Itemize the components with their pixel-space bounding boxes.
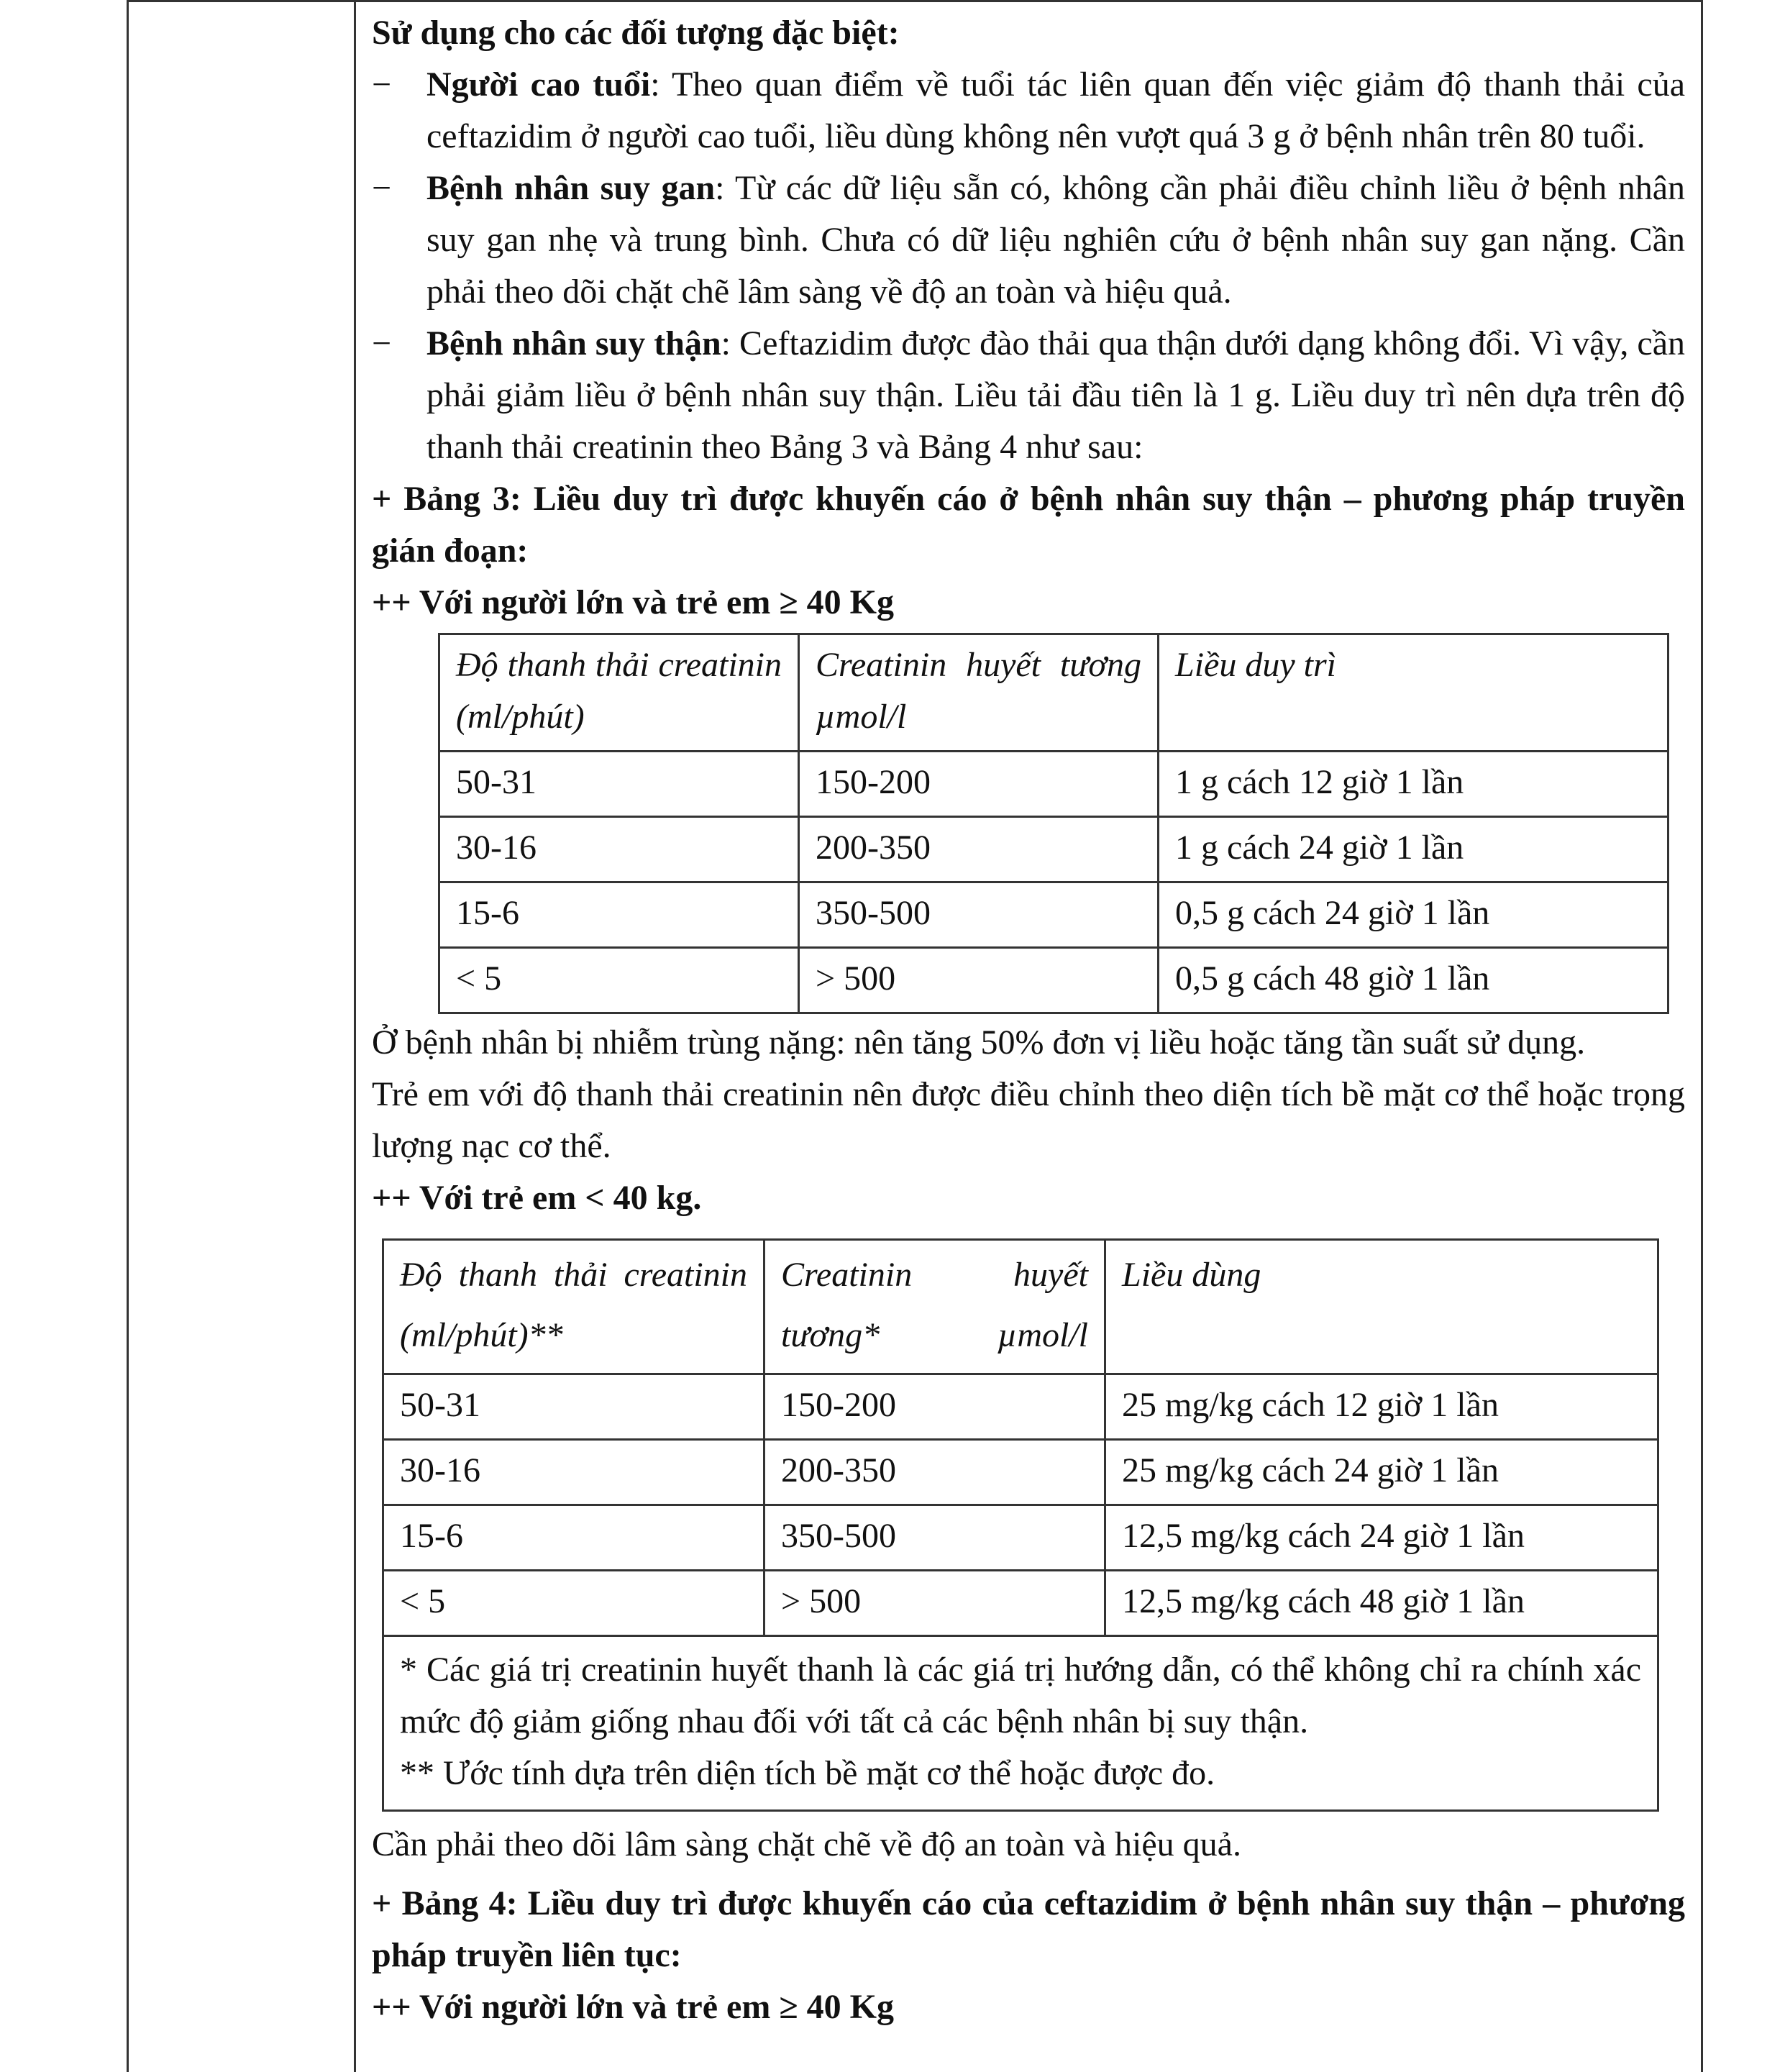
- table-row: [439, 752, 1668, 817]
- table-cell: 30-16: [383, 1440, 764, 1505]
- table-cell: 200-350: [799, 817, 1159, 882]
- paragraph-severe-infection: Ở bệnh nhân bị nhiễm trùng nặng: nên tăng 50% đơn vị liều hoặc tăng tần suất sử dụng.: [372, 1023, 1586, 1062]
- table-cell: 150-200: [764, 1374, 1105, 1440]
- header-cell: Liều duy trì: [1159, 634, 1668, 752]
- dash-marker: −: [372, 324, 392, 362]
- table-cell: 1 g cách 24 giờ 1 lần: [1159, 817, 1668, 882]
- header-cell: Độ thanh thải creatinin (ml/phút)**: [383, 1240, 764, 1374]
- table-header-row: [383, 1240, 1658, 1374]
- table-child-dosage: [382, 1238, 1659, 1812]
- bullet-text: : Theo quan điểm về tuổi tác liên quan đến việc giảm độ thanh thải của ceftazidim ở người cao tuổi, liều dùng không nên vượt quá 3 g ở bệnh nhân trên 80 tuổi.: [426, 65, 1686, 155]
- bullet-elderly: [372, 59, 1685, 163]
- paragraph-monitor: Cần phải theo dõi lâm sàng chặt chẽ về độ an toàn và hiệu quả.: [372, 1825, 1241, 1863]
- table3-title: + Bảng 3: Liều duy trì được khuyến cáo ở bệnh nhân suy thận – phương pháp truyền gián đoạn:: [372, 480, 1685, 570]
- document-content: [372, 7, 1685, 2033]
- adult-heading-2: ++ Với người lớn và trẻ em ≥ 40 Kg: [372, 1988, 894, 2026]
- table-cell: 150-200: [799, 752, 1159, 817]
- table-cell: 350-500: [799, 882, 1159, 948]
- table-row: [439, 948, 1668, 1013]
- table-cell: 350-500: [764, 1505, 1105, 1571]
- table-cell: 25 mg/kg cách 24 giờ 1 lần: [1105, 1440, 1658, 1505]
- header-cell: Creatinin huyết tương µmol/l: [799, 634, 1159, 752]
- table-cell: 12,5 mg/kg cách 48 giờ 1 lần: [1105, 1571, 1658, 1636]
- table-cell: > 500: [799, 948, 1159, 1013]
- adult-heading: ++ Với người lớn và trẻ em ≥ 40 Kg: [372, 583, 894, 621]
- table-cell: < 5: [439, 948, 799, 1013]
- table-cell: 0,5 g cách 48 giờ 1 lần: [1159, 948, 1668, 1013]
- table-adult-dosage: [438, 633, 1669, 1014]
- table-row: [383, 1440, 1658, 1505]
- section-title: Sử dụng cho các đối tượng đặc biệt:: [372, 14, 900, 52]
- bullet-term: Bệnh nhân suy gan: [426, 169, 716, 207]
- column-divider: [354, 0, 356, 2072]
- paragraph-children: Trẻ em với độ thanh thải creatinin nên được điều chỉnh theo diện tích bề mặt cơ thể hoặc trọng lượng nạc cơ thể.: [372, 1075, 1685, 1165]
- bullet-liver: [372, 163, 1685, 318]
- bullet-term: Người cao tuổi: [426, 65, 651, 104]
- table-cell: 15-6: [439, 882, 799, 948]
- table-row: [383, 1505, 1658, 1571]
- table4-title: + Bảng 4: Liều duy trì được khuyến cáo của ceftazidim ở bệnh nhân suy thận – phương pháp truyền liên tục:: [372, 1884, 1685, 1974]
- bullet-text: : Từ các dữ liệu sẵn có, không cần phải điều chỉnh liều ở bệnh nhân suy gan nhẹ và trung bình. Chưa có dữ liệu nghiên cứu ở bệnh nhân suy gan nặng. Cần phải theo dõi chặt chẽ lâm sàng về độ an toàn và hiệu quả.: [426, 169, 1685, 311]
- table-note: * Các giá trị creatinin huyết thanh là các giá trị hướng dẫn, có thể không chỉ ra chính xác mức độ giảm giống nhau đối với tất cả các bệnh nhân bị suy thận.: [400, 1651, 1641, 1740]
- table-cell: 30-16: [439, 817, 799, 882]
- table-notes: [383, 1636, 1658, 1811]
- table-cell: 50-31: [439, 752, 799, 817]
- child-heading: ++ Với trẻ em < 40 kg.: [372, 1179, 702, 1217]
- bullet-text: : Ceftazidim được đào thải qua thận dưới dạng không đổi. Vì vậy, cần phải giảm liều ở bệnh nhân suy thận. Liều tải đầu tiên là 1 g. Liều duy trì nên dựa trên độ thanh thải creatinin theo Bảng 3 và Bảng 4 như sau:: [426, 324, 1686, 466]
- bullet-kidney: [372, 318, 1685, 473]
- table-header-row: [439, 634, 1668, 752]
- header-cell: Liều dùng: [1105, 1240, 1658, 1374]
- table-cell: < 5: [383, 1571, 764, 1636]
- header-cell: Độ thanh thải creatinin (ml/phút): [439, 634, 799, 752]
- dash-marker: −: [372, 65, 392, 104]
- table-cell: 12,5 mg/kg cách 24 giờ 1 lần: [1105, 1505, 1658, 1571]
- table-cell: 25 mg/kg cách 12 giờ 1 lần: [1105, 1374, 1658, 1440]
- table-notes-row: [383, 1636, 1658, 1811]
- table-cell: > 500: [764, 1571, 1105, 1636]
- table-row: [383, 1374, 1658, 1440]
- header-cell: Creatinin huyết tương* µmol/l: [764, 1240, 1105, 1374]
- table-row: [383, 1571, 1658, 1636]
- dash-marker: −: [372, 169, 392, 207]
- table-cell: 15-6: [383, 1505, 764, 1571]
- table-row: [439, 882, 1668, 948]
- bullet-term: Bệnh nhân suy thận: [426, 324, 721, 362]
- table-note: ** Ước tính dựa trên diện tích bề mặt cơ thể hoặc được đo.: [400, 1754, 1215, 1792]
- table-cell: 200-350: [764, 1440, 1105, 1505]
- table-cell: 0,5 g cách 24 giờ 1 lần: [1159, 882, 1668, 948]
- table-cell: 50-31: [383, 1374, 764, 1440]
- table-cell: 1 g cách 12 giờ 1 lần: [1159, 752, 1668, 817]
- table-row: [439, 817, 1668, 882]
